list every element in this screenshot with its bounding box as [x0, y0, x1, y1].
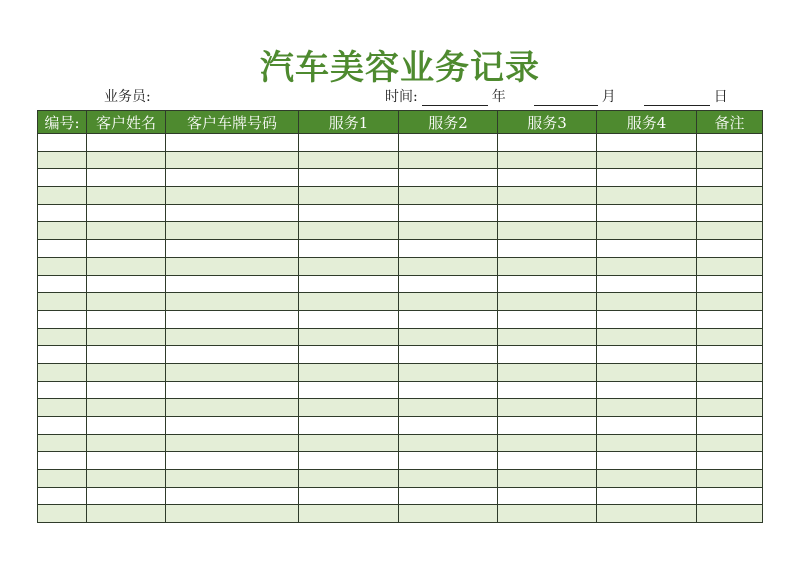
table-cell[interactable]	[399, 417, 498, 435]
table-cell[interactable]	[38, 417, 87, 435]
table-body	[38, 134, 763, 523]
table-cell[interactable]	[597, 381, 697, 399]
table-cell[interactable]	[166, 470, 299, 488]
table-cell[interactable]	[399, 240, 498, 258]
table-row	[38, 399, 763, 417]
table-row	[38, 222, 763, 240]
table-cell[interactable]	[498, 417, 597, 435]
table-cell[interactable]	[597, 487, 697, 505]
table-cell[interactable]	[399, 257, 498, 275]
table-cell[interactable]	[299, 222, 399, 240]
day-label: 日	[713, 89, 728, 105]
table-cell[interactable]	[697, 346, 763, 364]
table-cell[interactable]	[498, 363, 597, 381]
table-cell[interactable]	[697, 187, 763, 205]
month-blank[interactable]	[534, 91, 598, 106]
table-cell[interactable]	[597, 257, 697, 275]
table-row	[38, 346, 763, 364]
table-cell[interactable]	[399, 293, 498, 311]
table-cell[interactable]	[87, 399, 166, 417]
table-cell[interactable]	[498, 187, 597, 205]
table-cell[interactable]	[299, 346, 399, 364]
header-id: 编号:	[38, 111, 87, 134]
table-cell[interactable]	[498, 151, 597, 169]
table-cell[interactable]	[38, 222, 87, 240]
table-cell[interactable]	[166, 240, 299, 258]
table-cell[interactable]	[399, 346, 498, 364]
table-row	[38, 487, 763, 505]
table-row	[38, 434, 763, 452]
table-row	[38, 240, 763, 258]
table-cell[interactable]	[498, 169, 597, 187]
table-cell[interactable]	[299, 505, 399, 523]
table-row	[38, 293, 763, 311]
table-cell[interactable]	[597, 169, 697, 187]
table-cell[interactable]	[597, 222, 697, 240]
table-cell[interactable]	[38, 151, 87, 169]
table-cell[interactable]	[498, 452, 597, 470]
table-cell[interactable]	[87, 470, 166, 488]
table-cell[interactable]	[697, 240, 763, 258]
table-cell[interactable]	[166, 452, 299, 470]
table-row	[38, 151, 763, 169]
table-cell[interactable]	[498, 487, 597, 505]
table-cell[interactable]	[87, 434, 166, 452]
table-cell[interactable]	[299, 204, 399, 222]
table-cell[interactable]	[87, 134, 166, 152]
table-cell[interactable]	[597, 275, 697, 293]
table-cell[interactable]	[166, 417, 299, 435]
table-cell[interactable]	[87, 257, 166, 275]
table-cell[interactable]	[697, 505, 763, 523]
table-cell[interactable]	[399, 505, 498, 523]
table-cell[interactable]	[87, 328, 166, 346]
table-cell[interactable]	[399, 310, 498, 328]
table-cell[interactable]	[498, 275, 597, 293]
salesperson-label: 业务员:	[104, 89, 151, 105]
table-cell[interactable]	[299, 293, 399, 311]
table-cell[interactable]	[38, 310, 87, 328]
table-cell[interactable]	[498, 381, 597, 399]
table-cell[interactable]	[697, 222, 763, 240]
table-cell[interactable]	[166, 381, 299, 399]
table-cell[interactable]	[166, 222, 299, 240]
table-cell[interactable]	[38, 470, 87, 488]
table-cell[interactable]	[38, 452, 87, 470]
table-cell[interactable]	[597, 417, 697, 435]
table-cell[interactable]	[38, 134, 87, 152]
table-cell[interactable]	[299, 187, 399, 205]
table-cell[interactable]	[399, 134, 498, 152]
table-cell[interactable]	[498, 346, 597, 364]
table-cell[interactable]	[38, 487, 87, 505]
table-cell[interactable]	[166, 275, 299, 293]
table-cell[interactable]	[38, 328, 87, 346]
table-cell[interactable]	[87, 240, 166, 258]
table-cell[interactable]	[697, 470, 763, 488]
table-cell[interactable]	[87, 151, 166, 169]
table-cell[interactable]	[399, 187, 498, 205]
table-row	[38, 169, 763, 187]
table-cell[interactable]	[597, 134, 697, 152]
table-cell[interactable]	[697, 328, 763, 346]
table-cell[interactable]	[299, 151, 399, 169]
table-cell[interactable]	[697, 310, 763, 328]
table-cell[interactable]	[399, 222, 498, 240]
table-cell[interactable]	[399, 363, 498, 381]
table-cell[interactable]	[299, 363, 399, 381]
table-cell[interactable]	[399, 452, 498, 470]
table-cell[interactable]	[597, 346, 697, 364]
table-cell[interactable]	[299, 417, 399, 435]
table-cell[interactable]	[299, 310, 399, 328]
table-cell[interactable]	[38, 434, 87, 452]
header-remarks: 备注	[697, 111, 763, 134]
table-cell[interactable]	[498, 222, 597, 240]
header-service-3: 服务3	[498, 111, 597, 134]
table-cell[interactable]	[38, 187, 87, 205]
table-cell[interactable]	[166, 434, 299, 452]
table-cell[interactable]	[498, 257, 597, 275]
table-cell[interactable]	[697, 363, 763, 381]
table-cell[interactable]	[399, 470, 498, 488]
table-cell[interactable]	[597, 204, 697, 222]
table-cell[interactable]	[498, 399, 597, 417]
table-cell[interactable]	[299, 399, 399, 417]
table-cell[interactable]	[166, 187, 299, 205]
table-row	[38, 417, 763, 435]
table-cell[interactable]	[87, 293, 166, 311]
table-cell[interactable]	[166, 293, 299, 311]
table-cell[interactable]	[299, 169, 399, 187]
table-cell[interactable]	[87, 505, 166, 523]
table-cell[interactable]	[498, 470, 597, 488]
table-cell[interactable]	[597, 240, 697, 258]
table-cell[interactable]	[399, 169, 498, 187]
table-cell[interactable]	[299, 470, 399, 488]
table-cell[interactable]	[299, 275, 399, 293]
table-cell[interactable]	[87, 310, 166, 328]
table-cell[interactable]	[498, 240, 597, 258]
table-cell[interactable]	[597, 470, 697, 488]
table-cell[interactable]	[399, 204, 498, 222]
table-row	[38, 310, 763, 328]
table-cell[interactable]	[597, 328, 697, 346]
table-cell[interactable]	[399, 328, 498, 346]
table-cell[interactable]	[38, 169, 87, 187]
table-cell[interactable]	[697, 434, 763, 452]
table-cell[interactable]	[87, 487, 166, 505]
table-cell[interactable]	[166, 363, 299, 381]
header-service-4: 服务4	[597, 111, 697, 134]
table-row	[38, 328, 763, 346]
table-row	[38, 275, 763, 293]
table-cell[interactable]	[498, 328, 597, 346]
table-row	[38, 257, 763, 275]
table-row	[38, 204, 763, 222]
table-row	[38, 134, 763, 152]
table-cell[interactable]	[87, 169, 166, 187]
table-cell[interactable]	[399, 487, 498, 505]
table-cell[interactable]	[87, 204, 166, 222]
table-cell[interactable]	[299, 434, 399, 452]
table-cell[interactable]	[498, 434, 597, 452]
table-cell[interactable]	[166, 169, 299, 187]
header-customer-name: 客户姓名	[87, 111, 166, 134]
table-cell[interactable]	[697, 293, 763, 311]
table-cell[interactable]	[597, 452, 697, 470]
table-cell[interactable]	[87, 346, 166, 364]
header-plate-number: 客户车牌号码	[166, 111, 299, 134]
table-cell[interactable]	[597, 151, 697, 169]
table-cell[interactable]	[697, 204, 763, 222]
table-cell[interactable]	[38, 257, 87, 275]
table-cell[interactable]	[399, 275, 498, 293]
header-row	[38, 111, 763, 134]
table-cell[interactable]	[166, 310, 299, 328]
table-cell[interactable]	[498, 134, 597, 152]
table-cell[interactable]	[399, 399, 498, 417]
table-row	[38, 187, 763, 205]
table-row	[38, 452, 763, 470]
table-cell[interactable]	[597, 310, 697, 328]
table-cell[interactable]	[38, 275, 87, 293]
table-cell[interactable]	[299, 381, 399, 399]
table-cell[interactable]	[87, 275, 166, 293]
table-cell[interactable]	[38, 363, 87, 381]
table-cell[interactable]	[399, 151, 498, 169]
table-cell[interactable]	[697, 417, 763, 435]
table-cell[interactable]	[697, 257, 763, 275]
table-cell[interactable]	[399, 381, 498, 399]
table-cell[interactable]	[38, 381, 87, 399]
year-blank[interactable]	[422, 91, 488, 106]
table-cell[interactable]	[399, 434, 498, 452]
table-cell[interactable]	[498, 204, 597, 222]
table-cell[interactable]	[498, 310, 597, 328]
table-cell[interactable]	[166, 487, 299, 505]
table-cell[interactable]	[87, 363, 166, 381]
table-cell[interactable]	[299, 487, 399, 505]
table-cell[interactable]	[299, 240, 399, 258]
table-cell[interactable]	[299, 134, 399, 152]
table-cell[interactable]	[38, 204, 87, 222]
table-cell[interactable]	[87, 381, 166, 399]
table-cell[interactable]	[597, 363, 697, 381]
table-cell[interactable]	[166, 134, 299, 152]
table-cell[interactable]	[697, 452, 763, 470]
table-cell[interactable]	[87, 417, 166, 435]
table-cell[interactable]	[87, 452, 166, 470]
table-cell[interactable]	[597, 434, 697, 452]
table-cell[interactable]	[38, 399, 87, 417]
year-label: 年	[491, 89, 506, 105]
table-cell[interactable]	[38, 293, 87, 311]
table-cell[interactable]	[498, 505, 597, 523]
table-cell[interactable]	[299, 452, 399, 470]
table-cell[interactable]	[38, 346, 87, 364]
table-cell[interactable]	[166, 505, 299, 523]
records-table	[37, 110, 763, 523]
table-cell[interactable]	[597, 505, 697, 523]
table-cell[interactable]	[166, 151, 299, 169]
table-cell[interactable]	[697, 487, 763, 505]
table-cell[interactable]	[299, 257, 399, 275]
table-cell[interactable]	[38, 240, 87, 258]
header-service-1: 服务1	[299, 111, 399, 134]
table-cell[interactable]	[597, 399, 697, 417]
table-row	[38, 381, 763, 399]
table-cell[interactable]	[697, 399, 763, 417]
table-cell[interactable]	[87, 187, 166, 205]
table-cell[interactable]	[299, 328, 399, 346]
table-cell[interactable]	[166, 346, 299, 364]
table-cell[interactable]	[697, 381, 763, 399]
table-cell[interactable]	[498, 293, 597, 311]
table-cell[interactable]	[697, 134, 763, 152]
table-row	[38, 363, 763, 381]
date-line	[385, 86, 728, 106]
header-service-2: 服务2	[399, 111, 498, 134]
time-label: 时间:	[385, 89, 418, 105]
table-row	[38, 470, 763, 488]
table-row	[38, 505, 763, 523]
month-label: 月	[601, 89, 616, 105]
table-cell[interactable]	[697, 169, 763, 187]
table-cell[interactable]	[87, 222, 166, 240]
table-cell[interactable]	[166, 204, 299, 222]
table-cell[interactable]	[697, 151, 763, 169]
table-cell[interactable]	[166, 328, 299, 346]
table-cell[interactable]	[166, 257, 299, 275]
table-cell[interactable]	[166, 399, 299, 417]
table-cell[interactable]	[597, 187, 697, 205]
day-blank[interactable]	[644, 91, 710, 106]
table-cell[interactable]	[697, 275, 763, 293]
table-cell[interactable]	[38, 505, 87, 523]
table-cell[interactable]	[597, 293, 697, 311]
page-title: 汽车美容业务记录	[260, 48, 540, 88]
